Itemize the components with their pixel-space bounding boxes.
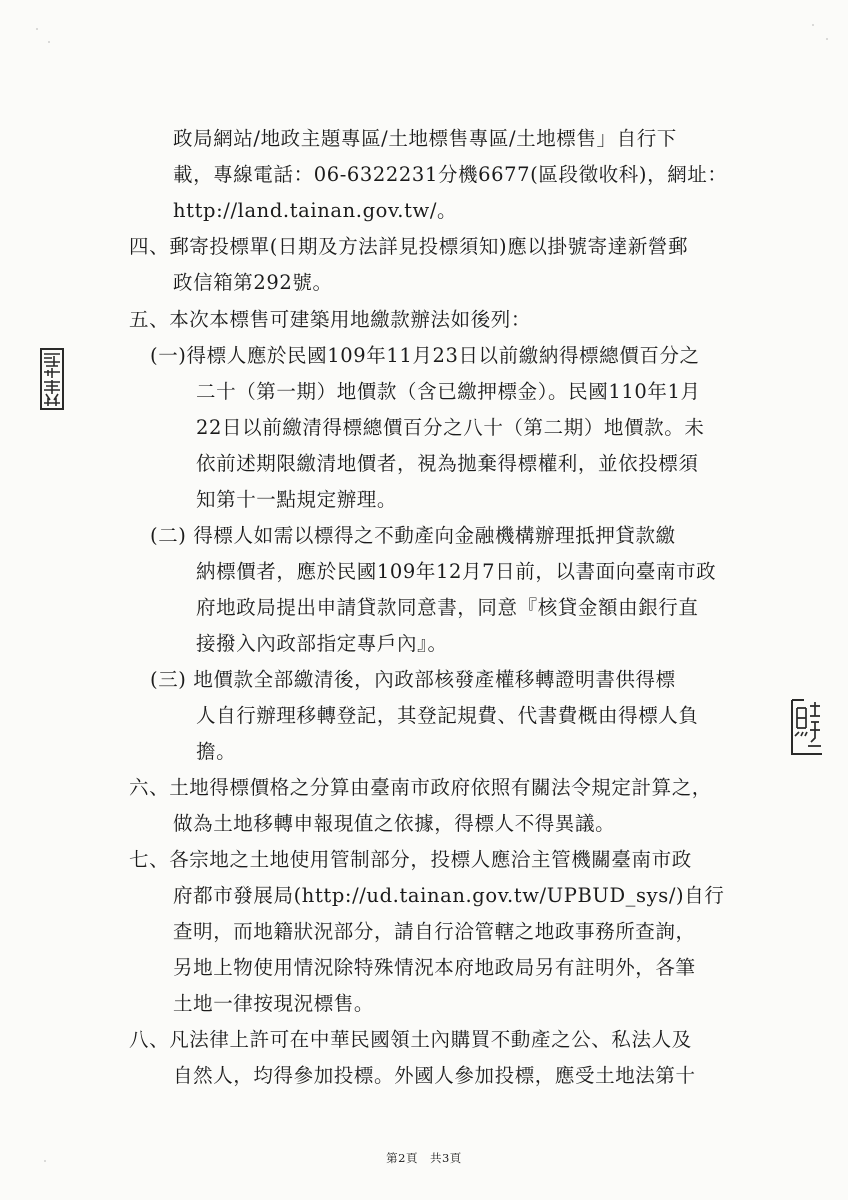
page-number-footer: 第2頁 共3頁 xyxy=(386,1151,462,1165)
paragraph-7-line-5: 土地一律按現況標售。 xyxy=(173,992,375,1015)
scan-speck xyxy=(36,28,38,30)
paragraph-7-line-2: 府都市發展局(http://ud.tainan.gov.tw/UPBUD_sys/)自行 xyxy=(173,884,725,907)
item-5-2-line-3: 府地政局提出申請貸款同意書，同意『核貸金額由銀行直 xyxy=(196,596,699,619)
item-5-2-line-1: (二) 得標人如需以標得之不動產向金融機構辦理抵押貸款繳 xyxy=(150,524,676,547)
paragraph-cont-url: http://land.tainan.gov.tw/。 xyxy=(173,199,458,222)
scan-speck xyxy=(812,24,814,26)
paragraph-7-line-4: 另地上物使用情況除特殊情況本府地政局另有註明外，各筆 xyxy=(173,956,696,979)
item-5-3-line-3: 擔。 xyxy=(196,740,237,763)
scan-speck xyxy=(826,38,828,40)
item-5-1-line-1: (一)得標人應於民國109年11月23日以前繳納得標總價百分之 xyxy=(150,344,700,367)
paragraph-cont-line-2: 載，專線電話：06-6322231分機6677(區段徵收科)，網址： xyxy=(173,163,728,186)
scan-speck xyxy=(48,41,50,43)
left-seal-stamp xyxy=(40,348,64,410)
item-5-2-line-4: 接撥入內政部指定專戶內』。 xyxy=(196,632,448,655)
paragraph-4-line-2: 政信箱第292號。 xyxy=(173,271,333,294)
item-5-1-line-3: 22日以前繳清得標總價百分之八十（第二期）地價款。未 xyxy=(196,416,705,439)
paragraph-7-line-3: 查明，而地籍狀況部分，請自行洽管轄之地政事務所查詢， xyxy=(173,920,696,943)
seal-icon xyxy=(790,696,824,758)
item-5-1-line-4: 依前述期限繳清地價者，視為拋棄得標權利，並依投標須 xyxy=(196,452,699,475)
item-5-2-line-2: 納標價者，應於民國109年12月7日前，以書面向臺南市政 xyxy=(196,560,717,583)
paragraph-6-line-1: 六、土地得標價格之分算由臺南市政府依照有關法令規定計算之， xyxy=(129,776,712,799)
item-5-3-line-1: (三) 地價款全部繳清後，內政部核發產權移轉證明書供得標 xyxy=(150,668,676,691)
paragraph-8-line-1: 八、凡法律上許可在中華民國領土內購買不動產之公、私法人及 xyxy=(129,1028,692,1051)
paragraph-4-line-1: 四、郵寄投標單(日期及方法詳見投標須知)應以掛號寄達新營郵 xyxy=(129,235,689,258)
seal-icon xyxy=(40,348,64,410)
right-seal-stamp xyxy=(790,696,824,758)
item-5-1-line-5: 知第十一點規定辦理。 xyxy=(196,488,398,511)
paragraph-5-heading: 五、本次本標售可建築用地繳款辦法如後列： xyxy=(129,308,532,331)
paragraph-7-line-1: 七、各宗地之土地使用管制部分，投標人應洽主管機關臺南市政 xyxy=(129,848,692,871)
item-5-1-line-2: 二十（第一期）地價款（含已繳押標金）。民國110年1月 xyxy=(196,380,701,403)
paragraph-6-line-2: 做為土地移轉申報現值之依據，得標人不得異議。 xyxy=(173,812,616,835)
paragraph-cont-line-1: 政局網站/地政主題專區/土地標售專區/土地標售」自行下 xyxy=(173,127,677,150)
paragraph-8-line-2: 自然人，均得參加投標。外國人參加投標，應受土地法第十 xyxy=(173,1064,696,1087)
item-5-3-line-2: 人自行辦理移轉登記，其登記規費、代書費概由得標人負 xyxy=(196,704,699,727)
